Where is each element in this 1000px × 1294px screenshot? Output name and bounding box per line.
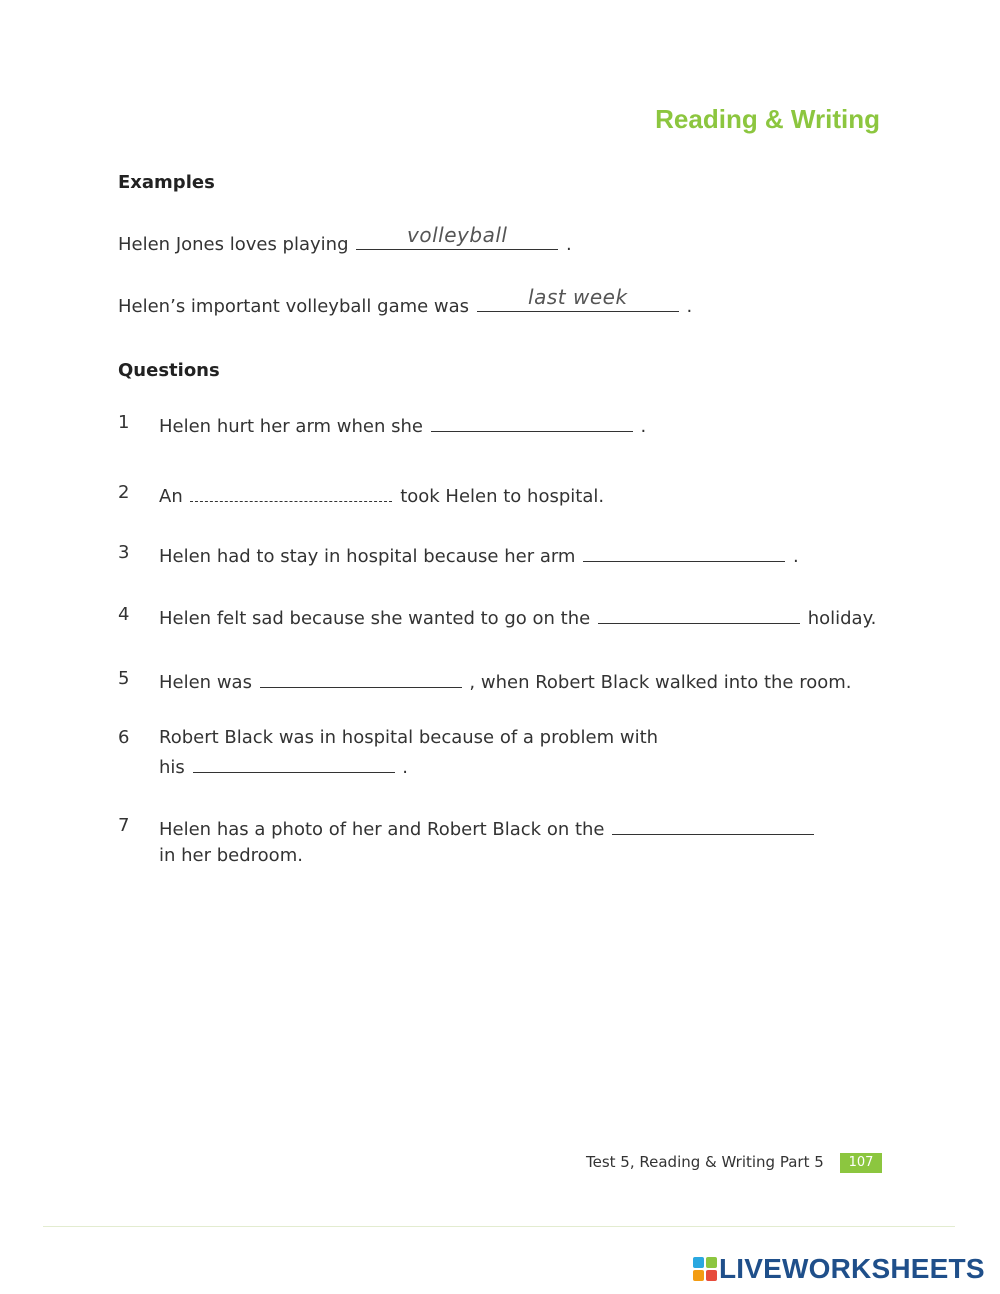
brand-name: LIVEWORKSHEETS	[719, 1253, 985, 1284]
example-2-answer: last week	[528, 285, 628, 309]
question-7	[118, 813, 816, 869]
logo-tile	[706, 1270, 717, 1281]
question-number: 2	[118, 482, 130, 503]
question-3-after: .	[792, 546, 799, 567]
question-4	[118, 602, 876, 632]
question-2	[118, 480, 604, 510]
question-7-line2: in her bedroom.	[159, 845, 303, 866]
page-number: 107	[840, 1153, 882, 1173]
question-7-answer-input[interactable]	[612, 813, 814, 835]
footer-divider	[43, 1226, 955, 1227]
question-4-before: Helen felt sad because she wanted to go on the	[159, 608, 591, 629]
question-6-answer-input[interactable]	[193, 751, 395, 773]
question-6-after: .	[402, 757, 408, 778]
questions-heading: Questions	[118, 360, 220, 381]
question-2-after: took Helen to hospital.	[400, 486, 605, 507]
question-number: 1	[118, 412, 130, 433]
example-2	[118, 285, 693, 320]
question-1-answer-input[interactable]	[431, 410, 633, 432]
question-5-before: Helen was	[159, 672, 252, 693]
question-5	[118, 666, 852, 696]
question-3-answer-input[interactable]	[583, 540, 785, 562]
example-2-after: .	[686, 296, 693, 317]
question-4-after: holiday.	[807, 608, 877, 629]
question-6-before: his	[159, 757, 185, 778]
example-2-before: Helen’s important volleyball game was	[118, 296, 470, 317]
question-4-answer-input[interactable]	[598, 602, 800, 624]
question-number: 7	[118, 815, 130, 836]
liveworksheets-logo-icon	[693, 1257, 717, 1281]
question-number: 6	[118, 727, 130, 748]
question-number: 3	[118, 542, 130, 563]
question-5-answer-input[interactable]	[260, 666, 462, 688]
question-number: 4	[118, 604, 130, 625]
question-5-after: , when Robert Black walked into the room.	[469, 672, 852, 693]
example-2-answer-blank[interactable]	[477, 285, 679, 312]
liveworksheets-brand[interactable]	[693, 1254, 985, 1284]
question-3	[118, 540, 799, 570]
question-2-before: An	[159, 486, 183, 507]
footer-text: Test 5, Reading & Writing Part 5	[586, 1153, 824, 1171]
example-1-before: Helen Jones loves playing	[118, 234, 349, 255]
question-number: 5	[118, 668, 130, 689]
example-1	[118, 223, 572, 258]
logo-tile	[693, 1257, 704, 1268]
question-7-before: Helen has a photo of her and Robert Black on the	[159, 819, 605, 840]
question-1-after: .	[640, 416, 647, 437]
example-1-answer: volleyball	[407, 223, 508, 247]
question-2-answer-input[interactable]	[190, 480, 392, 502]
examples-heading: Examples	[118, 172, 215, 193]
question-6	[118, 725, 658, 781]
page-title: Reading & Writing	[655, 104, 880, 134]
question-1-before: Helen hurt her arm when she	[159, 416, 423, 437]
logo-tile	[693, 1270, 704, 1281]
example-1-after: .	[565, 234, 572, 255]
logo-tile	[706, 1257, 717, 1268]
example-1-answer-blank[interactable]	[356, 223, 558, 250]
question-6-line1: Robert Black was in hospital because of a problem with	[159, 727, 659, 748]
question-1	[118, 410, 646, 440]
question-3-before: Helen had to stay in hospital because her arm	[159, 546, 576, 567]
